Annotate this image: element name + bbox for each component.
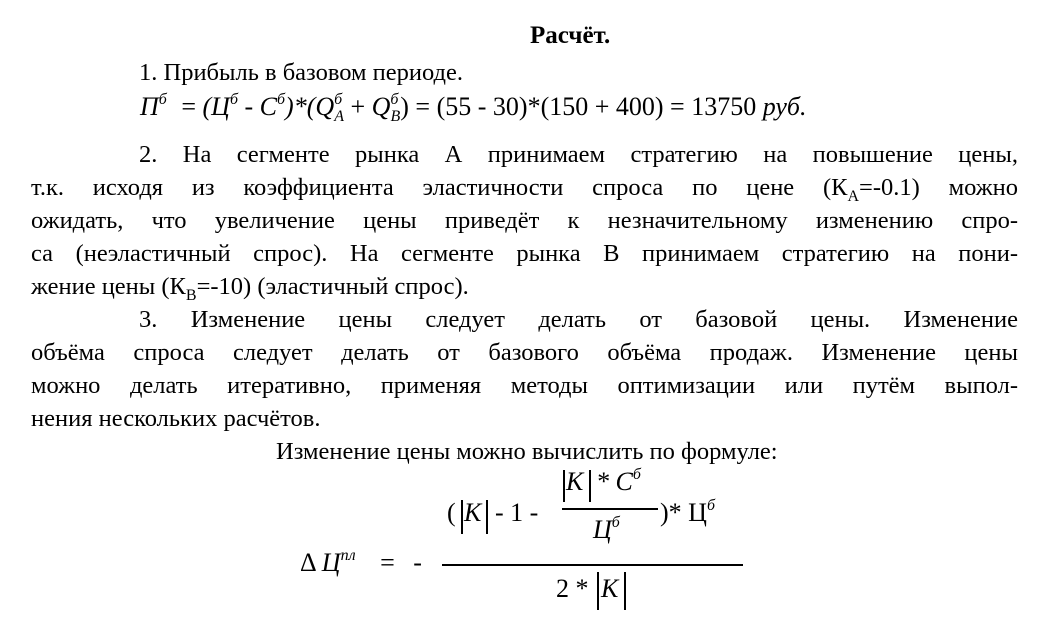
sup-b: б: [632, 466, 641, 483]
item-2-line-3: ожидать, что увеличение цены приведёт к незначительному изменению спро-: [31, 207, 1018, 234]
formula-sup: б: [229, 91, 238, 108]
close-times-price: )* Ц: [660, 498, 707, 527]
abs-bar: [624, 572, 626, 610]
formula-intro: Изменение цены можно вычислить по формуле:: [276, 438, 778, 465]
k-symbol: К: [464, 498, 482, 527]
formula-unit: руб.: [762, 92, 807, 121]
abs-bar: [589, 470, 591, 502]
item-2-line-5-text: жение цены (К: [31, 273, 186, 300]
open-paren: (: [447, 498, 456, 527]
item-3-line-1: 3. Изменение цены следует делать от базовой цены. Изменение: [139, 306, 1018, 333]
formula-sup: б: [277, 91, 286, 108]
formula-qb: Q: [371, 92, 391, 121]
denominator-k: К: [601, 574, 619, 603]
formula-plus: +: [350, 92, 366, 121]
ka-subscript: А: [847, 187, 860, 205]
item-2-line-4: са (неэластичный спрос). На сегменте рынка В принимаем стратегию на пони-: [31, 240, 1018, 267]
item-1-text: 1. Прибыль в базовом периоде.: [139, 59, 463, 86]
numerator-close: [660, 498, 715, 528]
profit-formula: [140, 91, 807, 125]
abs-bar: [461, 500, 463, 534]
main-fraction-bar: [442, 564, 743, 566]
inner-denominator: [593, 515, 620, 545]
base-price-symbol: Ц: [593, 515, 612, 544]
price-symbol: Ц: [321, 548, 341, 577]
formula-profit-symbol: П: [140, 92, 159, 121]
formula-cost: С: [259, 92, 277, 121]
kb-value: =-10) (эластичный спрос).: [196, 273, 469, 300]
formula-sup: б: [334, 91, 343, 108]
sup-b: б: [611, 514, 620, 531]
ka-value: =-0.1) можно: [859, 174, 1018, 201]
minus-sign: -: [413, 548, 422, 577]
numerator-open: [447, 498, 456, 528]
item-2-line-2-text: т.к. исходя из коэффициента эластичности спроса по цене (К: [31, 174, 848, 201]
formula2-lhs: [300, 548, 422, 578]
abs-bar: [563, 470, 565, 502]
formula-price: (Ц: [202, 92, 230, 121]
delta-symbol: Δ: [300, 548, 316, 577]
sup-pl: пл: [340, 547, 356, 564]
item-3-line-3: можно делать итеративно, применяя методы оптимизации или путём выпол-: [31, 372, 1018, 399]
abs-bar: [597, 572, 599, 610]
formula-sub-b: B: [390, 108, 401, 125]
eq-sign: =: [380, 548, 395, 577]
page-title: Расчёт.: [530, 22, 611, 49]
formula-eq: =: [181, 92, 196, 121]
kb-subscript: В: [185, 286, 197, 304]
cost-symbol: * С: [596, 467, 633, 496]
inner-k-symbol: К: [566, 467, 584, 496]
formula-minus: -: [244, 92, 254, 121]
formula-sup: б: [158, 91, 167, 108]
item-3-line-4: нения нескольких расчётов.: [31, 405, 321, 432]
formula-numeric: (55 - 30)*(150 + 400) = 13750: [436, 92, 757, 121]
item-2-line-1: 2. На сегменте рынка А принимаем стратегию на повышение цены,: [139, 141, 1018, 168]
formula-sup: б: [390, 91, 399, 108]
formula-eq: =: [415, 92, 431, 121]
formula-close: ): [400, 92, 409, 121]
formula-sub-a: A: [334, 108, 344, 125]
minus-one-minus: - 1 -: [495, 498, 539, 527]
denominator-two: 2 *: [556, 574, 589, 603]
item-3-line-2: объёма спроса следует делать от базового объёма продаж. Изменение цены: [31, 339, 1018, 366]
abs-bar: [486, 500, 488, 534]
sup-b: б: [706, 497, 715, 514]
inner-fraction-bar: [562, 508, 658, 510]
inner-numerator: [596, 467, 641, 497]
formula-qa: )*(Q: [285, 92, 335, 121]
